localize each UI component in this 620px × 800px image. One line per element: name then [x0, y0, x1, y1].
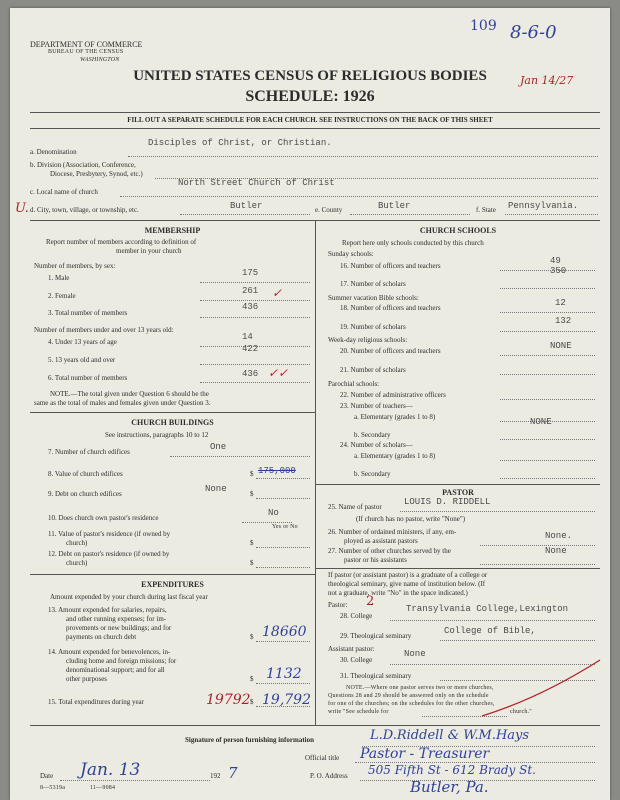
q16-label: 16. Number of officers and teachers	[340, 262, 441, 270]
q25-value: LOUIS D. RIDDELL	[404, 497, 491, 507]
q4-label: 4. Under 13 years of age	[48, 338, 117, 346]
pastor-subhead: Pastor:	[328, 601, 348, 609]
po-address-label: P. O. Address	[310, 772, 348, 780]
q2-check: ✓	[272, 286, 283, 300]
q28-label: 28. College	[340, 612, 373, 620]
q13-label-4: payments on church debt	[66, 633, 137, 641]
stamp-code: 8-6-0	[510, 22, 557, 43]
graduate-note: If pastor (or assistant pastor) is a graduate of a college or	[328, 571, 488, 579]
q24-label: 24. Number of scholars—	[340, 441, 413, 449]
q25-label: 25. Name of pastor	[328, 503, 382, 511]
state-value: Pennsylvania.	[508, 201, 579, 211]
date-received-note: Jan 14/27	[520, 74, 574, 87]
membership-intro-2: member in your church	[116, 247, 182, 255]
q27-value: None	[545, 546, 567, 556]
q22-label: 22. Number of administrative officers	[340, 391, 446, 399]
stamp-number: 109	[470, 18, 497, 34]
q8-label: 8. Value of church edifices	[48, 470, 123, 478]
q20-label: 20. Number of officers and teachers	[340, 347, 441, 355]
q24b-label: b. Secondary	[354, 470, 391, 478]
q11-label: 11. Value of pastor's residence (if owned by	[48, 530, 171, 538]
q23b-label: b. Secondary	[354, 431, 391, 439]
bureau-city: WASHINGTON	[80, 57, 120, 63]
year-value: 7	[228, 764, 238, 782]
q16-value: 49	[550, 256, 561, 266]
q30-value: None	[404, 649, 426, 659]
q7-label: 7. Number of church edifices	[48, 448, 130, 456]
q7-value: One	[210, 442, 227, 452]
q23-label: 23. Number of teachers—	[340, 402, 413, 410]
q11-label-2: church)	[66, 539, 88, 547]
q12-label: 12. Debt on pastor's residence (if owned by	[48, 550, 170, 558]
q5-label: 5. 13 years old and over	[48, 356, 116, 364]
instructions-line: FILL OUT A SEPARATE SCHEDULE FOR EACH CHURCH. SEE INSTRUCTIONS ON THE BACK OF THIS SHEET	[127, 116, 493, 124]
membership-note-2: same as the total of males and females given under Question 3.	[34, 399, 211, 407]
q18-label: 18. Number of officers and teachers	[340, 304, 441, 312]
pastor-note-3: for one of the churches; on the schedules for the other churches,	[328, 701, 495, 707]
q27-label: 27. Number of other churches served by the	[328, 547, 451, 555]
q14-label-4: other purposes	[66, 675, 108, 683]
buildings-title: CHURCH BUILDINGS	[131, 418, 214, 427]
county-value: Butler	[378, 201, 411, 211]
q10-value: No	[268, 508, 279, 518]
q15-label: 15. Total expenditures during year	[48, 698, 144, 706]
membership-note: NOTE.—The total given under Question 6 should be the	[50, 390, 209, 398]
q29-value: College of Bible,	[444, 626, 536, 636]
date-label: Date	[40, 772, 54, 780]
census-schedule-sheet: DEPARTMENT OF COMMERCE BUREAU OF THE CENSUS WASHINGTON 109 8-6-0 Jan 14/27 UNITED STATES CENSUS OF RELIGIOUS BODIES SCHEDULE: 1926 FILL OUT A SEPARATE SCHEDULE FOR EACH CHURCH. SEE INSTRUCTIONS ON THE BACK OF THIS SHEET a. Denomination Disciples of Christ, or Christian. b. Division (Association, Conference, Diocese, Presbytery, Synod, etc.) c. Local name of church North Street Church of Christ U. d. City, town, village, or township, etc. Butler e. County Butler f. State Pennsylvania. MEMBERSHIP Report number of members according to definition of member in your church Number of members, by sex: 1. Male 175 2. Female 261 ✓ 3. Total number of members 436 Number of members under and over 13 years old: 4. Under 13 years of age 14 5. 13 years old and over 422 6. Total number of members 436 ✓✓ NOTE.—The total given under Question 6 should be the same as the total of males and females given under Question 3. CHURCH BUILDINGS See instructions, paragraphs 10 to 12 7. Number of church edifices One 8. Value of church edifices $ 175,000 9. Debt on church edifices $ None 10. Does church own pastor's residence No Yes or No 11. Value of pastor's residence (if owned by church) $ 12. Debt on pastor's residence (if owned by church) $ EXPENDITURES Amount expended by your church during last fiscal year 13. Amount expended for salaries, repairs, and other running expenses; for im- provements or new buildings; and for payments on church debt $ 18660 14. Amount expended for benevolences, in- cluding home and foreign missions; for denominational support; and for all other purposes $ 1132 15. Total expenditures during year $ 19792 19,792 CHURCH SCHOOLS Report here only schools conducted by this church Sunday schools: 16. Number of officers and teachers 49 17. Number of scholars 350 Summer vacation Bible schools: 18. Number of officers and teachers 12 19. Number of scholars 132 Week-day religious schools: 20. Number of officers and teachers NONE 21. Number of scholars Parochial schools: 22. Number of administrative officers 23. Number of teachers— a. Elementary (grades 1 to 8) b. Secondary NONE 24. Number of scholars— a. Elementary (grades 1 to 8) b. Secondary PASTOR 25. Name of pastor LOUIS D. RIDDELL (If church has no pastor, write "None") 26. Number of ordained ministers, if any, em- ployed as assistant pastors None. 27. Number of other churches served by the pastor or his assistants None If pastor (or assistant pastor) is a graduate of a college or theological seminary, give name of institution below. (If not a graduate, write "No" in the space indicated.) Pastor: 2 28. College Transylvania College,Lexington 29. Theological seminary College of Bible, Assistant pastor: 30. College None 31. Theological seminary NOTE.—Where one pastor serves two or more churches, Questions 28 and 29 should be answered only on the schedule for one of the churches; on the schedules for the other churches, write "See schedule for church." Signature of person furnishing information L.D.Riddell & W.M.Hays Official title Pastor - Treasurer Date Jan. 13 192 7 P. O. Address 505 Fifth St - 612 Brady St. Butler, Pa. 8—5319a 11—9084	[10, 8, 610, 800]
schools-intro: Report here only schools conducted by this church	[342, 239, 484, 247]
q17-label: 17. Number of scholars	[340, 280, 406, 288]
q12-label-2: church)	[66, 559, 88, 567]
q23a-label: a. Elementary (grades 1 to 8)	[354, 413, 436, 421]
official-title-value: Pastor - Treasurer	[360, 746, 490, 762]
pastor-note-5: church."	[510, 709, 532, 715]
q31-label: 31. Theological seminary	[340, 672, 412, 680]
header-rule-bottom	[30, 128, 600, 129]
weekday-schools-label: Week-day religious schools:	[328, 336, 408, 344]
q9-label: 9. Debt on church edifices	[48, 490, 122, 498]
po-address-value: 505 Fifth St - 612 Brady St.	[368, 763, 536, 777]
q30-label: 30. College	[340, 656, 373, 664]
county-label: e. County	[315, 206, 343, 214]
state-label: f. State	[476, 206, 496, 214]
q26-label: 26. Number of ordained ministers, if any, em-	[328, 528, 457, 536]
red-mark-2: 2	[366, 594, 375, 609]
city-value: Butler	[230, 201, 263, 211]
q29-label: 29. Theological seminary	[340, 632, 412, 640]
header-rule-top	[30, 112, 600, 113]
form-title: UNITED STATES CENSUS OF RELIGIOUS BODIES	[133, 68, 487, 84]
q17-value: 350	[550, 266, 567, 276]
q6-check: ✓✓	[268, 366, 289, 380]
members-by-sex-label: Number of members, by sex:	[34, 262, 116, 270]
membership-intro: Report number of members according to definition of	[46, 238, 197, 246]
q19-label: 19. Number of scholars	[340, 323, 406, 331]
q27-label-2: pastor or his assistants	[344, 556, 407, 564]
buildings-intro: See instructions, paragraphs 10 to 12	[105, 431, 209, 439]
division-label-2: Diocese, Presbytery, Synod, etc.)	[50, 170, 143, 178]
schools-title: CHURCH SCHOOLS	[419, 226, 497, 235]
q19-value: 132	[555, 316, 572, 326]
expenditures-intro: Amount expended by your church during last fiscal year	[50, 593, 208, 601]
q1-value: 175	[242, 268, 259, 278]
sunday-schools-label: Sunday schools:	[328, 250, 374, 258]
q24a-label: a. Elementary (grades 1 to 8)	[354, 452, 436, 460]
q13-label: 13. Amount expended for salaries, repairs,	[48, 606, 167, 614]
graduate-note-2: theological seminary, give name of institution below. (If	[328, 580, 486, 588]
pastor-title: PASTOR	[442, 488, 474, 497]
assistant-subhead: Assistant pastor:	[328, 645, 375, 653]
red-stroke	[480, 658, 605, 718]
column-divider	[315, 220, 316, 725]
signature-value: L.D.Riddell & W.M.Hays	[370, 728, 530, 743]
form-number-2: 11—9084	[90, 785, 116, 791]
q6-label: 6. Total number of members	[48, 374, 128, 382]
q1-label: 1. Male	[48, 274, 70, 282]
q21-label: 21. Number of scholars	[340, 366, 406, 374]
pastor-note-2: Questions 28 and 29 should be answered only on the schedule	[328, 693, 489, 699]
denomination-label: a. Denomination	[30, 148, 77, 156]
yes-no-hint: Yes or No	[272, 524, 298, 530]
membership-title: MEMBERSHIP	[144, 226, 201, 235]
q14-label-2: cluding home and foreign missions; for	[66, 657, 177, 665]
q10-label: 10. Does church own pastor's residence	[48, 514, 159, 522]
parochial-schools-label: Parochial schools:	[328, 380, 380, 388]
local-name-value: North Street Church of Christ	[178, 178, 335, 188]
q28-value: Transylvania College,Lexington	[406, 604, 569, 614]
signature-label: Signature of person furnishing information	[185, 736, 314, 744]
q2-label: 2. Female	[48, 292, 76, 300]
form-number: 8—5319a	[40, 785, 66, 791]
u-mark: U.	[15, 201, 29, 216]
city-label: d. City, town, village, or township, etc.	[30, 206, 139, 214]
vacation-schools-label: Summer vacation Bible schools:	[328, 294, 419, 302]
q8-value: 175,000	[258, 466, 296, 476]
q13-value: 18660	[262, 624, 307, 640]
q6-value: 436	[242, 369, 259, 379]
pastor-note: NOTE.—Where one pastor serves two or more churches,	[346, 685, 494, 691]
q15-value: 19,792	[262, 692, 311, 708]
q15-value-red: 19792	[206, 692, 251, 708]
q14-label: 14. Amount expended for benevolences, in-	[48, 648, 171, 656]
denomination-value: Disciples of Christ, or Christian.	[148, 138, 332, 148]
q14-value: 1132	[266, 666, 302, 682]
q9-value: None	[205, 484, 227, 494]
division-label: b. Division (Association, Conference,	[30, 161, 136, 169]
q13-label-2: and other running expenses; for im-	[66, 615, 167, 623]
q25-hint: (If church has no pastor, write "None")	[356, 515, 466, 523]
q2-value: 261	[242, 286, 259, 296]
q26-value: None.	[545, 531, 573, 541]
q13-label-3: provements or new buildings; and for	[66, 624, 172, 632]
q5-value: 422	[242, 344, 259, 354]
pastor-note-4: write "See schedule for	[328, 709, 389, 715]
q3-label: 3. Total number of members	[48, 309, 128, 317]
local-name-label: c. Local name of church	[30, 188, 98, 196]
dept-name: DEPARTMENT OF COMMERCE	[30, 40, 143, 49]
q26-label-2: ployed as assistant pastors	[344, 537, 418, 545]
q14-label-3: denominational support; and for all	[66, 666, 165, 674]
q4-value: 14	[242, 332, 253, 342]
bureau-name: BUREAU OF THE CENSUS	[48, 49, 124, 55]
official-title-label: Official title	[305, 754, 340, 762]
schedule-title: SCHEDULE: 1926	[245, 88, 375, 105]
q18-value: 12	[555, 298, 566, 308]
q20-value: NONE	[550, 341, 572, 351]
po-address-value-2: Butler, Pa.	[410, 778, 489, 796]
graduate-note-3: not a graduate, write "No" in the space indicated.)	[328, 589, 468, 597]
members-by-age-label: Number of members under and over 13 years old:	[34, 326, 174, 334]
date-value: Jan. 13	[80, 760, 141, 780]
year-prefix: 192	[210, 772, 221, 780]
q3-value: 436	[242, 302, 259, 312]
q23b-value: NONE	[530, 417, 552, 427]
expenditures-title: EXPENDITURES	[141, 580, 204, 589]
